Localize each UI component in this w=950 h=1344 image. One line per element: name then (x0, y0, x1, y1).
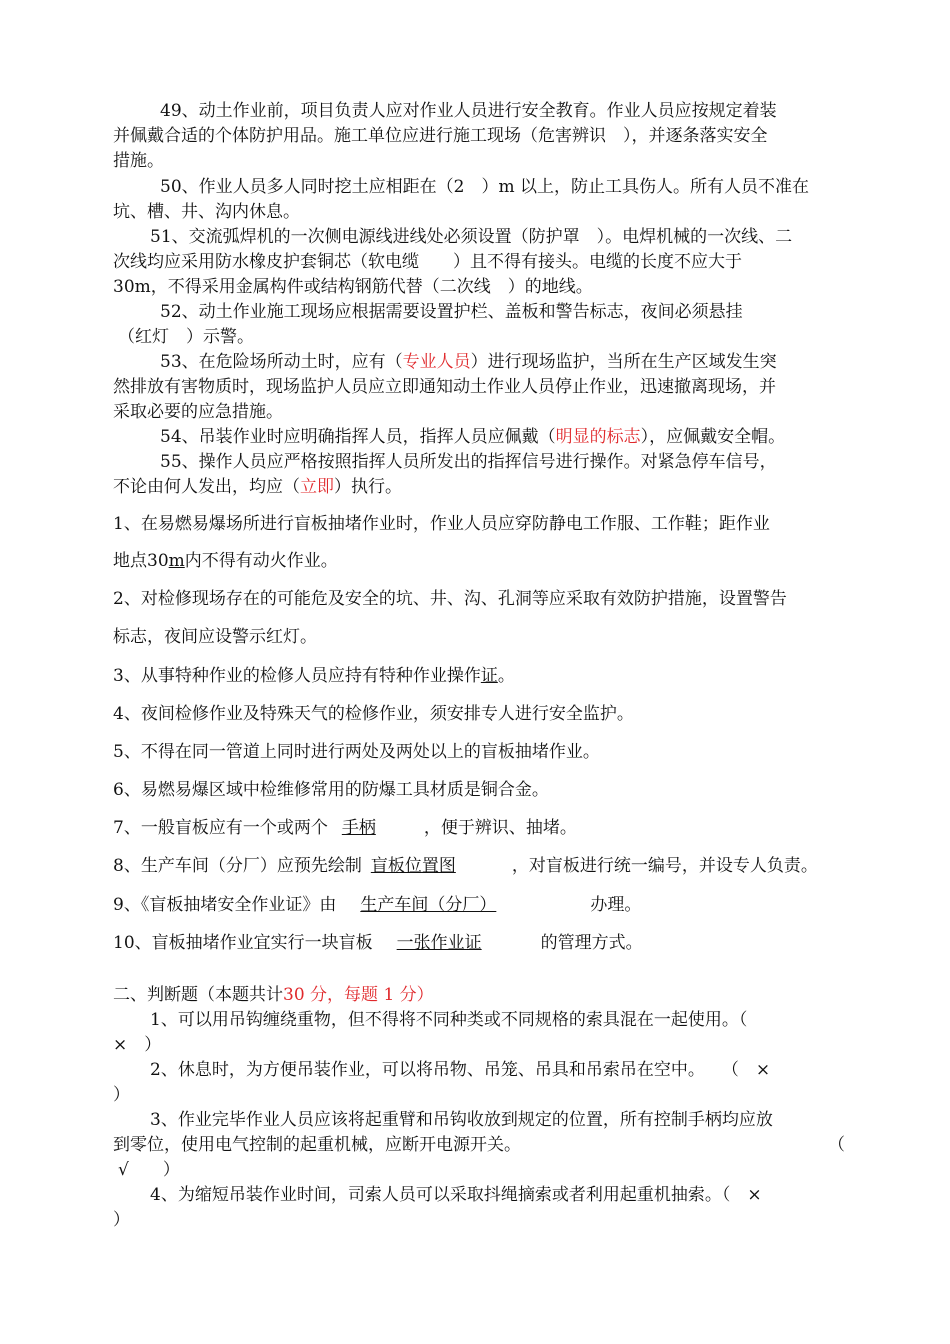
bp-q3-answer: 证 (480, 666, 498, 686)
judge-item-1-line1: 1、可以用吊钩缠绕重物，但不得将不同种类或不同规格的索具混在一起使用。（ (150, 1010, 748, 1030)
bp-q2-line1: 2、对检修现场存在的可能危及安全的坑、井、沟、孔洞等应采取有效防护措施，设置警告 (113, 589, 787, 609)
bp-q8 (113, 854, 818, 878)
bp-q9-answer: 生产车间（分厂） (360, 895, 497, 915)
q52-line2: （红灯 ）示警。 (118, 327, 254, 347)
bp-q8-text-a: 8、生产车间（分厂）应预先绘制 (113, 856, 362, 876)
q51-line2: 次线均应采用防水橡皮护套铜芯（软电缆 ）且不得有接头。电缆的长度不应大于 (113, 252, 742, 272)
q49-line1: 49、动土作业前，项目负责人应对作业人员进行安全教育。作业人员应按规定着装 (160, 101, 777, 121)
judge-item-3-paren: （ (828, 1135, 845, 1155)
bp-q3-text-a: 3、从事特种作业的检修人员应持有特种作业操作 (113, 666, 481, 686)
judge-heading (113, 983, 434, 1007)
bp-q1-line1: 1、在易燃易爆场所进行盲板抽堵作业时，作业人员应穿防静电工作服、工作鞋；距作业 (113, 514, 770, 534)
bp-q10-text-b: 的管理方式。 (540, 933, 643, 953)
bp-q9 (113, 893, 641, 917)
bp-q5: 5、不得在同一管道上同时进行两处及两处以上的盲板抽堵作业。 (113, 742, 600, 762)
bp-q7-answer: 手柄 (341, 818, 376, 838)
q55-line1: 55、操作人员应严格按照指挥人员所发出的指挥信号进行操作。对紧急停车信号， (160, 452, 777, 472)
bp-q7-text-b: ，便于辨识、抽堵。 (423, 818, 577, 838)
bp-q3 (113, 664, 515, 688)
judge-item-3-line2: 到零位，使用电气控制的起重机械，应断开电源开关。 (113, 1135, 521, 1155)
judge-heading-text: 二、判断题（本题共计 (113, 985, 283, 1005)
bp-q10-answer: 一张作业证 (396, 933, 482, 953)
judge-item-2-line2: ） (113, 1085, 130, 1105)
bp-q8-text-b: ，对盲板进行统一编号，并设专人负责。 (511, 856, 818, 876)
judge-item-2-line1: 2、休息时，为方便吊装作业，可以将吊物、吊笼、吊具和吊索吊在空中。 （ × (150, 1060, 771, 1080)
bp-q7-text-a: 7、一般盲板应有一个或两个 (113, 818, 328, 838)
judge-item-3-line1: 3、作业完毕作业人员应该将起重臂和吊钩收放到规定的位置，所有控制手柄均应放 (150, 1110, 773, 1130)
q53-answer: 专业人员 (402, 352, 471, 372)
judge-heading-score: 30 分，每题 1 分） (283, 985, 434, 1005)
judge-item-1-line2: × ） (113, 1035, 162, 1055)
bp-q1-text-b: 内不得有动火作业。 (184, 551, 338, 571)
bp-q10 (113, 931, 643, 955)
bp-q9-text-b: 办理。 (590, 895, 642, 915)
q50-line2: 坑、槽、井、沟内休息。 (113, 202, 300, 222)
q49-line2: 并佩戴合适的个体防护用品。施工单位应进行施工现场（危害辨识 ），并逐条落实安全 (113, 126, 768, 146)
bp-q1-unit: m (168, 551, 185, 571)
q54-answer: 明显的标志 (555, 427, 641, 447)
q51-line3: 30m，不得采用金属构件或结构钢筋代替（二次线 ）的地线。 (113, 277, 593, 297)
q52-line1: 52、动土作业施工现场应根据需要设置护栏、盖板和警告标志，夜间必须悬挂 (160, 302, 743, 322)
bp-q9-text-a: 9、《盲板抽堵安全作业证》由 (113, 895, 337, 915)
q54-text-b: ），应佩戴安全帽。 (640, 427, 786, 447)
q50-line1: 50、作业人员多人同时挖土应相距在（2 ）m 以上，防止工具伤人。所有人员不准在 (160, 177, 809, 197)
q53-text-a: 53、在危险场所动土时，应有（ (160, 352, 403, 372)
q54-text-a: 54、吊装作业时应明确指挥人员，指挥人员应佩戴（ (160, 427, 556, 447)
bp-q4: 4、夜间检修作业及特殊天气的检修作业，须安排专人进行安全监护。 (113, 704, 634, 724)
q54-line (160, 425, 785, 449)
bp-q7 (113, 816, 577, 840)
q55-text-a: 不论由何人发出，均应（ (113, 477, 300, 497)
q53-line1 (160, 350, 777, 374)
judge-item-4-line2: ） (113, 1210, 130, 1230)
q49-line3: 措施。 (113, 151, 164, 171)
judge-item-3-line3: √ ） (118, 1160, 180, 1180)
q53-line3: 采取必要的应急措施。 (113, 402, 283, 422)
bp-q3-text-b: 。 (497, 666, 515, 686)
q53-line2: 然排放有害物质时，现场监护人员应立即通知动土作业人员停止作业，迅速撤离现场，并 (113, 377, 776, 397)
q51-line1: 51、交流弧焊机的一次侧电源线进线处必须设置（防护罩 ）。电焊机械的一次线、二 (150, 227, 793, 247)
bp-q1-text-a: 地点30 (113, 551, 169, 571)
judge-item-4-line1: 4、为缩短吊装作业时间，司索人员可以采取抖绳摘索或者利用起重机抽索。（ × (150, 1185, 762, 1205)
bp-q6: 6、易燃易爆区域中检维修常用的防爆工具材质是铜合金。 (113, 780, 549, 800)
bp-q10-text-a: 10、盲板抽堵作业宜实行一块盲板 (113, 933, 373, 953)
q55-text-b: ）执行。 (334, 477, 402, 497)
q55-line2 (113, 475, 402, 499)
bp-q8-answer: 盲板位置图 (370, 856, 456, 876)
bp-q2-line2: 标志，夜间应设警示红灯。 (113, 627, 317, 647)
bp-q1-line2 (113, 549, 338, 573)
q53-text-b: ）进行现场监护，当所在生产区域发生突 (470, 352, 777, 372)
q55-answer: 立即 (300, 477, 334, 497)
